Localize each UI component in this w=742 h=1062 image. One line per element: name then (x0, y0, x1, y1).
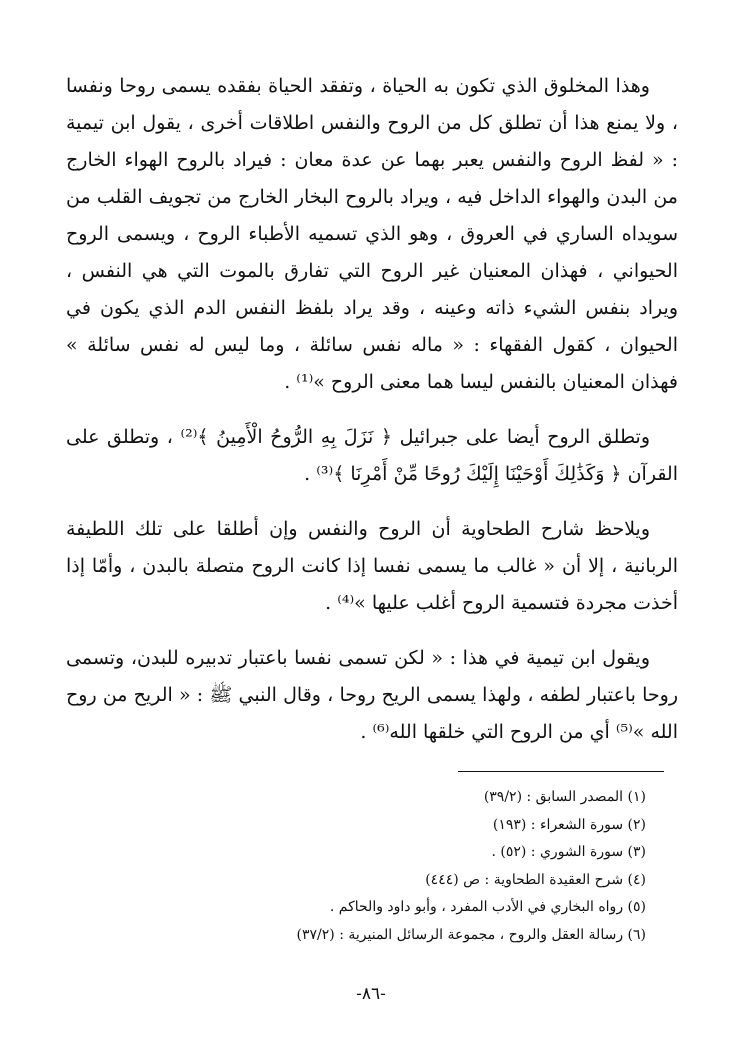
paragraph-ibn-taymiyya: ويقول ابن تيمية في هذا : « لكن تسمى نفسا باعتبار تدبيره للبدن، وتسمى روحا باعتبار لطفه ، ولهذا يسمى الريح روحا ، وقال النبي ﷺ : « الريح من روح الله »⁽⁵⁾ أي من الروح التي خلقها الله⁽⁶⁾ . (66, 647, 678, 743)
footnote-divider (458, 771, 664, 772)
footnote-1: (١) المصدر السابق : (٣٩/٢) (483, 789, 646, 805)
footnote-2: (٢) سورة الشعراء : (١٩٣) (492, 816, 646, 833)
footnote-5: (٥) رواه البخاري في الأدب المفرد ، وأبو داود والحاكم . (329, 899, 646, 915)
main-text (66, 68, 678, 751)
paragraph-gabriel-quran: وتطلق الروح أيضا على جبرائيل ﴿ نَزَلَ بِهِ الرُّوحُ الْأَمِينُ ﴾⁽²⁾ ، وتطلق على القرآن ﴿ وَكَذَٰلِكَ أَوْحَيْنَا إِلَيْكَ رُوحًا مِّنْ أَمْرِنَا ﴾⁽³⁾ . (66, 426, 678, 485)
footnotes-list (200, 784, 646, 949)
paragraph-tahawiyya: ويلاحظ شارح الطحاوية أن الروح والنفس وإن أطلقا على تلك اللطيفة الربانية ، إلا أن « غالب ما يسمى نفسا إذا كانت الروح متصلة بالبدن ، وأمّا إذا أخذت مجردة فتسمية الروح أغلب عليها »⁽⁴⁾ . (66, 518, 678, 614)
page-number: -٨٦- (356, 984, 386, 1004)
footnote-6: (٦) رسالة العقل والروح ، مجموعة الرسائل المنيرية : (٣٧/٢) (296, 926, 646, 943)
footnote-3: (٣) سورة الشوري : (٥٢) . (491, 844, 646, 860)
footnote-4: (٤) شرح العقيدة الطحاوية : ص (٤٤٤) (425, 871, 646, 888)
paragraph-soul-definition: وهذا المخلوق الذي تكون به الحياة ، وتفقد الحياة بفقده يسمى روحا ونفسا ، ولا يمنع هذا أن تطلق كل من الروح والنفس اطلاقات أخرى ، يقول ابن تيمية : « لفظ الروح والنفس يعبر بهما عن عدة معان : فيراد بالروح الهواء الخارج من البدن والهواء الداخل فيه ، ويراد بالروح البخار الخارج من تجويف القلب من سويداه الساري في العروق ، وهو الذي تسميه الأطباء الروح ، ويسمى الروح الحيواني ، فهذان المعنيان غير الروح التي تفارق بالموت التي هي النفس ، ويراد بنفس الشيء ذاته وعينه ، وقد يراد بلفظ النفس الدم الذي يكون في الحيوان ، كقول الفقهاء : « ماله نفس سائلة ، وما ليس له نفس سائلة » فهذان المعنيان بالنفس ليسا هما معنى الروح »⁽¹⁾ . (66, 75, 678, 393)
